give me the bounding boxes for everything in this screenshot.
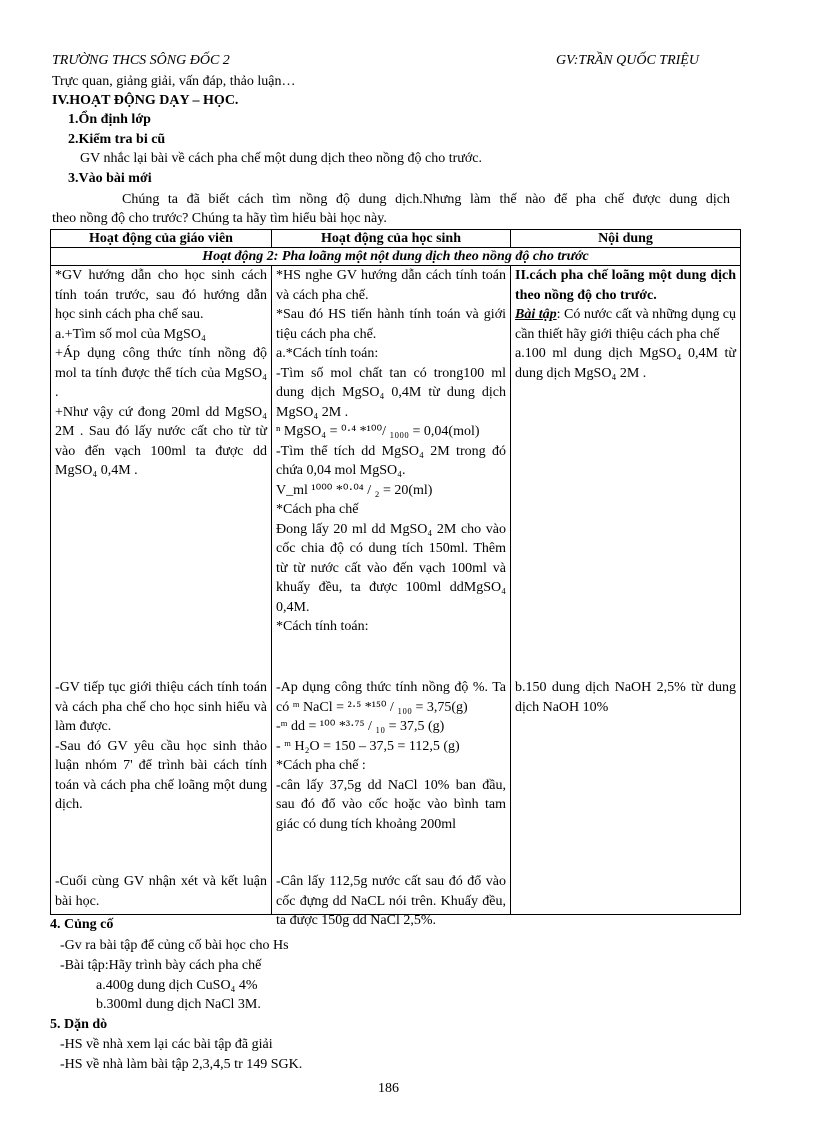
student-a-6: V_ml ¹⁰⁰⁰ *⁰·⁰⁴ / ₂ = 20(ml) [276, 482, 433, 498]
section5-line1: -HS về nhà xem lại các bài tập đã giải [60, 1037, 273, 1052]
student-a-7: *Cách pha chế [276, 502, 359, 517]
student-a-1: *Sau đó HS tiến hành tính toán và giới tiệu cách pha chế. [276, 307, 506, 342]
student-b-0: -Ap dụng công thức tính nồng độ %. Ta có ᵐ NaCl = ²·⁵ *¹⁵⁰ / ₁₀₀ = 3,75(g) [276, 680, 506, 715]
activity-body-row [51, 266, 741, 915]
student-a-8: Đong lấy 20 ml dd MgSO₄ 2M cho vào cốc chia độ có dung tích 150ml. Thêm từ từ nước cất vào đến vạch 100ml và khuấy đều, ta được 100ml ddMgSO₄ 0,4M. [276, 521, 506, 615]
section4-title: 4. Củng cố [50, 917, 114, 932]
table-header-row [51, 230, 741, 248]
col-teacher-header: Hoạt động của giáo viên [51, 230, 272, 248]
teacher-cell [51, 266, 272, 915]
student-a-9: *Cách tính toán: [276, 619, 369, 634]
student-c: -Cân lấy 112,5g nước cất sau đó đổ vào cốc đựng dd NaCL nói trên. Khuấy đều, ta được 150g dd NaCl 2,5%. [276, 874, 506, 928]
col-content-header: Nội dung [511, 230, 741, 248]
activity-title-row [51, 248, 741, 266]
content-cell [511, 266, 741, 915]
content-exercise [515, 305, 736, 344]
section4-item-b: b.300ml dung dịch NaCl 3M. [96, 997, 261, 1012]
intro-methods: Trực quan, giảng giải, vấn đáp, thảo luận… [52, 74, 296, 89]
teacher-b-0: -GV tiếp tục giới thiệu cách tính toán và cách pha chế cho học sinh hiểu và làm được. [55, 680, 267, 734]
teacher-name: GV:TRẦN QUỐC TRIỆU [556, 53, 699, 68]
student-b-3: *Cách pha chế : [276, 758, 366, 773]
content-title: II.cách pha chế loãng một dung dịch theo nồng độ cho trước. [515, 268, 736, 303]
section5-title: 5. Dặn dò [50, 1017, 108, 1032]
section4-item-a: a.400g dung dịch CuSO₄ 4% [96, 978, 258, 993]
section5-line2: -HS về nhà làm bài tập 2,3,4,5 tr 149 SGK. [60, 1057, 303, 1072]
col-student-header: Hoạt động của học sinh [272, 230, 511, 248]
section-iv-title: IV.HOẠT ĐỘNG DẠY – HỌC. [52, 93, 239, 108]
student-b-2: - ᵐ H₂O = 150 – 37,5 = 112,5 (g) [276, 738, 460, 754]
content-b: b.150 dung dịch NaOH 2,5% từ dung dịch NaOH 10% [515, 680, 736, 715]
section4-line1: -Gv ra bài tập để củng cố bài học cho Hs [60, 938, 289, 953]
student-a-2: a.*Cách tính toán: [276, 346, 379, 361]
student-a-5: -Tìm thể tích dd MgSO₄ 2M trong đó chứa 0,04 mol MgSO₄. [276, 443, 506, 478]
student-a-0: *HS nghe GV hướng dẫn cách tính toán và cách pha chế. [276, 268, 506, 303]
step2-title: 2.Kiểm tra bi cũ [68, 132, 166, 147]
student-a-3: -Tìm số mol chất tan có trong100 ml dung dịch MgSO₄ 0,4M từ dung dịch MgSO₄ 2M . [276, 365, 506, 420]
teacher-a-0: *GV hướng dẫn cho học sinh cách tính toán trước, sau đó hướng dẫn học sinh cách pha chế sau. [55, 268, 267, 322]
teacher-b-1: -Sau đó GV yêu cầu học sinh thảo luận nhóm 7' để trình bài cách tính toán và cách pha chế loãng một dung dịch. [55, 738, 267, 812]
exercise-label: Bài tập [515, 307, 557, 322]
step3-text-line1: Chúng ta đã biết cách tìm nồng độ dung dịch.Nhưng làm thế nào để pha chế được dung dịch [122, 192, 730, 207]
teacher-a-2: +Áp dụng công thức tính nồng độ mol ta tính được thể tích của MgSO₄ . [55, 346, 267, 400]
step3-text-line2: theo nồng độ cho trước? Chúng ta hãy tìm hiểu bài học này. [52, 211, 387, 226]
student-b-4: -cân lấy 37,5g dd NaCl 10% ban đầu, sau đó đổ vào cốc hoặc vào bình tam giác có dung tích khoảng 200ml [276, 777, 506, 832]
teacher-a-1: a.+Tìm số mol của MgSO₄ [55, 326, 206, 342]
student-cell [272, 266, 511, 928]
step1-title: 1.Ổn định lớp [68, 112, 151, 127]
teacher-a-3: +Như vậy cứ đong 20ml dd MgSO₄ 2M . Sau đó lấy nước cất cho từ từ vào đến vạch 100ml ta được dd MgSO₄ 0,4M . [55, 404, 267, 478]
step2-text: GV nhắc lại bài về cách pha chế một dung dịch theo nồng độ cho trước. [80, 151, 482, 166]
exercise-text: : Có nước cất và những dụng cụ cần thiết hãy giới thiệu cách pha chế [515, 307, 737, 342]
student-a-4: ⁿ MgSO₄ = ⁰·⁴ *¹⁰⁰/ ₁₀₀₀ = 0,04(mol) [276, 424, 480, 439]
activity-title: Hoạt động 2: Pha loãng một nột dung dịch theo nồng độ cho trước [51, 248, 741, 266]
section4-line2: -Bài tập:Hãy trình bày cách pha chế [60, 958, 262, 973]
content-a: a.100 ml dung dịch MgSO₄ 0,4M từ dung dịch MgSO₄ 2M . [515, 346, 736, 381]
step3-title: 3.Vào bài mới [68, 171, 152, 186]
teacher-c: -Cuối cùng GV nhận xét và kết luận bài học. [55, 874, 267, 909]
page-number: 186 [378, 1081, 399, 1096]
school-name: TRƯỜNG THCS SÔNG ĐỐC 2 [52, 53, 230, 68]
student-b-1: -ᵐ dd = ¹⁰⁰ *³·⁷⁵ / ₁₀ = 37,5 (g) [276, 719, 445, 734]
